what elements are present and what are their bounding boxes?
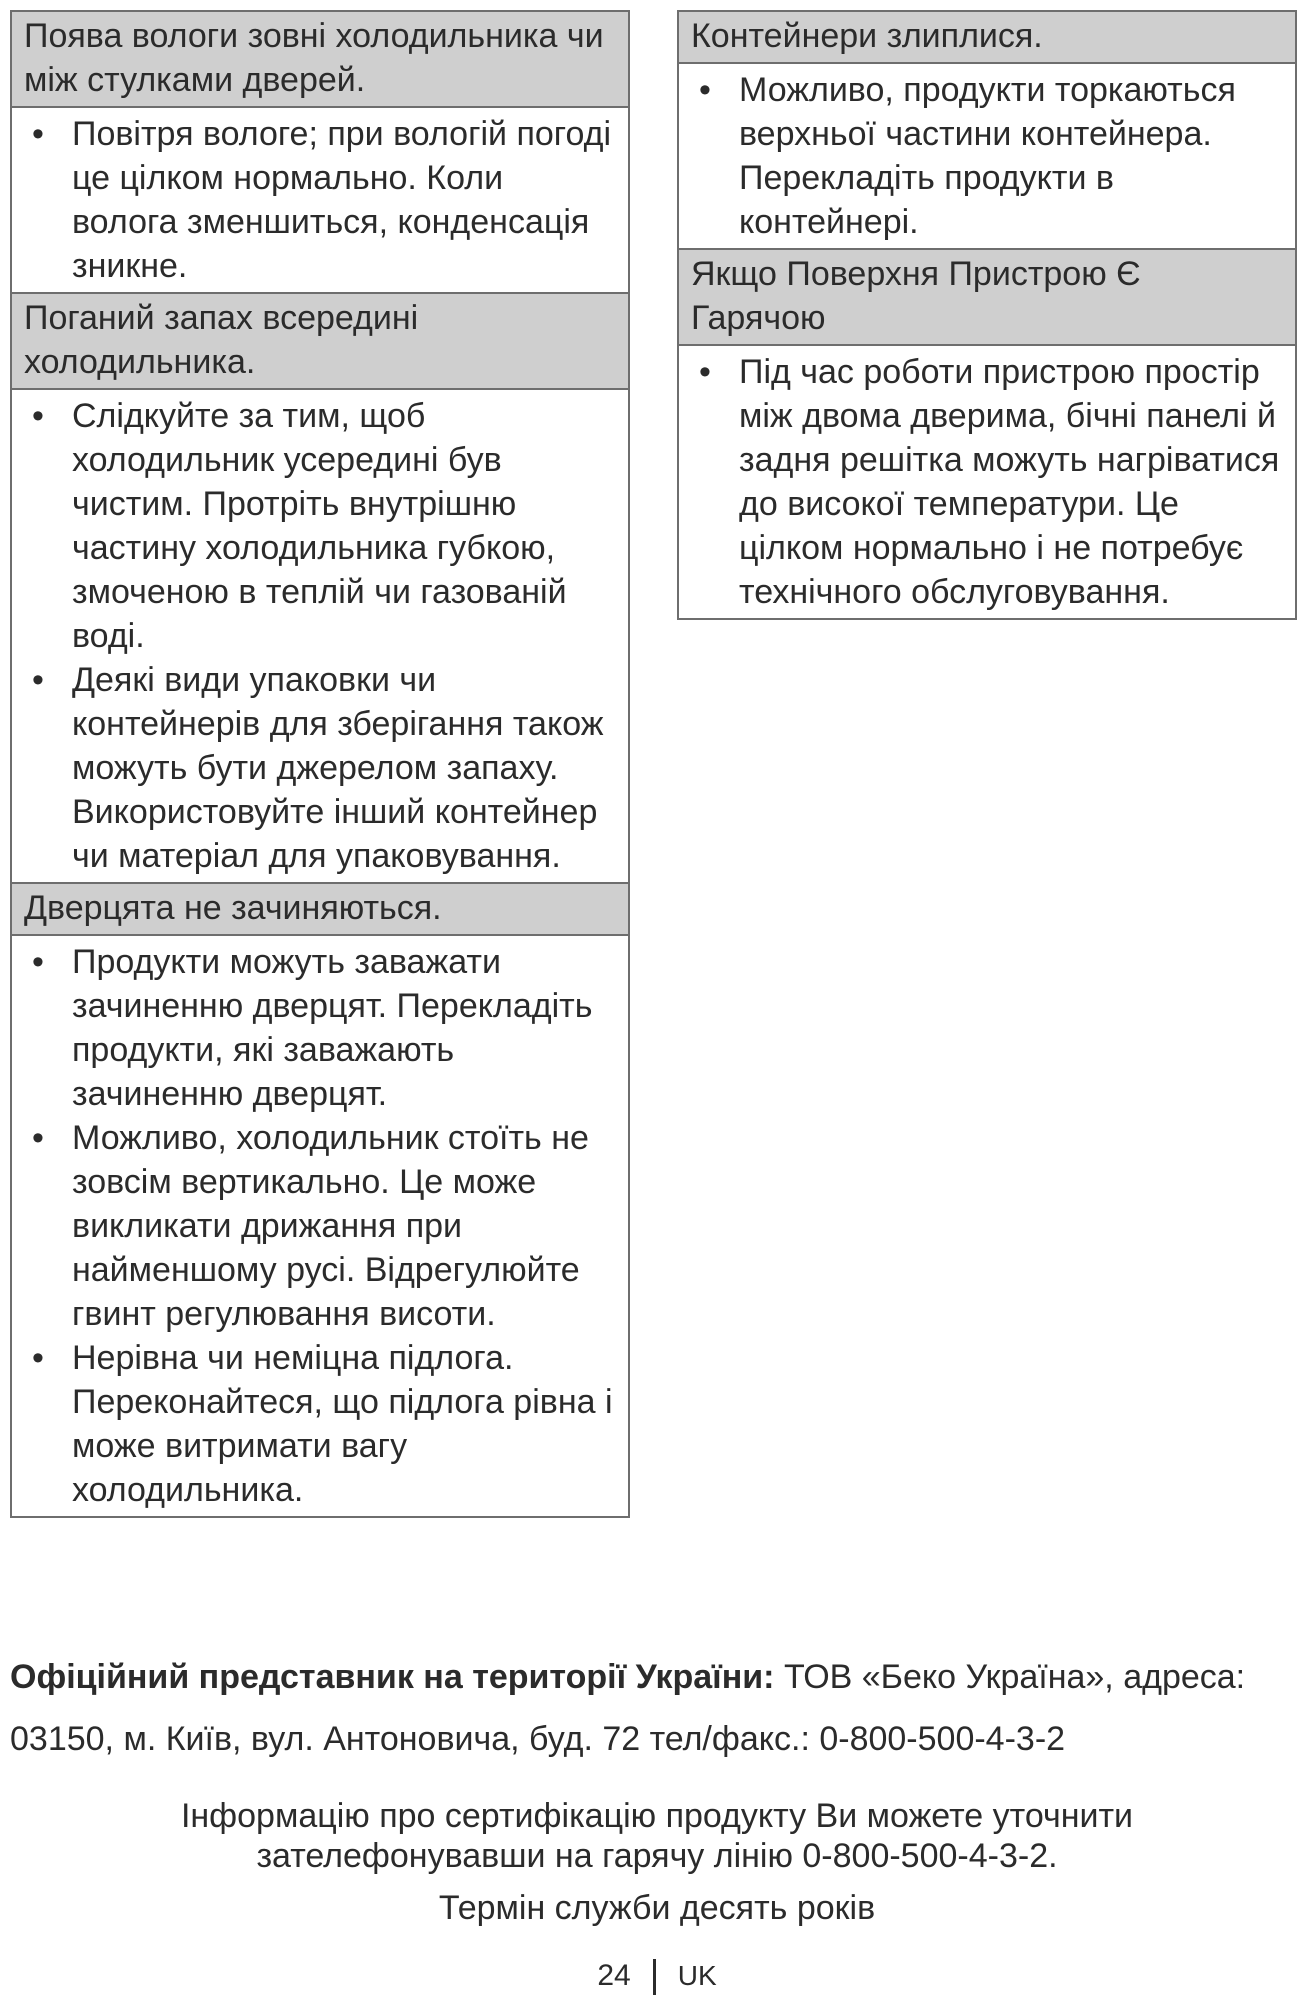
section-title: Поганий запах всередині холодильника. <box>12 294 628 390</box>
page-number: 24 <box>597 1959 631 1992</box>
certification-line-1: Інформацію про сертифікацію продукту Ви можете уточнити <box>180 1797 1134 1835</box>
section-body <box>12 936 628 1516</box>
troubleshooting-table-left <box>10 10 630 1518</box>
right-column <box>677 10 1297 620</box>
page-separator <box>653 1959 656 1995</box>
left-column <box>10 10 630 1518</box>
certification-info <box>0 1796 1314 1876</box>
bullet-item: • Можливо, продукти торкаються верхньої частини контейнера. Перекладіть продукти в контейнері. <box>691 68 1283 244</box>
representative-details: ТОВ «Беко Україна», адреса: 03150, м. Київ, вул. Антоновича, буд. 72 тел/факс.: 0-800-500-4-3-2 <box>10 1658 1246 1758</box>
section-body <box>12 108 628 294</box>
bullet-item: • Нерівна чи неміцна підлога. Переконайтеся, що підлога рівна і може витримати вагу холодильника. <box>24 1336 616 1512</box>
section-body <box>12 390 628 884</box>
section-title: Якщо Поверхня Пристрою Є Гарячою <box>679 250 1295 346</box>
certification-line-2: зателефонувавши на гарячу лінію 0-800-500-4-3-2. <box>256 1837 1058 1875</box>
official-representative <box>10 1646 1314 1770</box>
language-code: UK <box>677 1960 717 1991</box>
representative-label: Офіційний представник на території України: <box>10 1658 775 1696</box>
bullet-item: • Під час роботи пристрою простір між двома дверима, бічні панелі й задня решітка можуть нагріватися до високої температури. Це цілком нормально і не потребує технічного обслуговування. <box>691 350 1283 614</box>
section-title: Дверцята не зачиняються. <box>12 884 628 936</box>
page-footer <box>0 1955 1314 1997</box>
section-title: Контейнери злиплися. <box>679 12 1295 64</box>
bullet-item: • Слідкуйте за тим, щоб холодильник усередині був чистим. Протріть внутрішню частину холодильника губкою, змоченою в теплій чи газованій воді. <box>24 394 616 658</box>
section-title: Поява вологи зовні холодильника чи між стулками дверей. <box>12 12 628 108</box>
troubleshooting-table-right <box>677 10 1297 620</box>
service-life: Термін служби десять років <box>438 1889 876 1927</box>
section-body <box>679 346 1295 618</box>
bullet-item: • Деякі види упаковки чи контейнерів для зберігання також можуть бути джерелом запаху. Використовуйте інший контейнер чи матеріал для упаковування. <box>24 658 616 878</box>
bullet-item: • Повітря вологе; при вологій погоді це цілком нормально. Коли волога зменшиться, конденсація зникне. <box>24 112 616 288</box>
bullet-item: • Можливо, холодильник стоїть не зовсім вертикально. Це може викликати дрижання при найменшому русі. Відрегулюйте гвинт регулювання висоти. <box>24 1116 616 1336</box>
section-body <box>679 64 1295 250</box>
bullet-item: • Продукти можуть заважати зачиненню дверцят. Перекладіть продукти, які заважають зачиненню дверцят. <box>24 940 616 1116</box>
